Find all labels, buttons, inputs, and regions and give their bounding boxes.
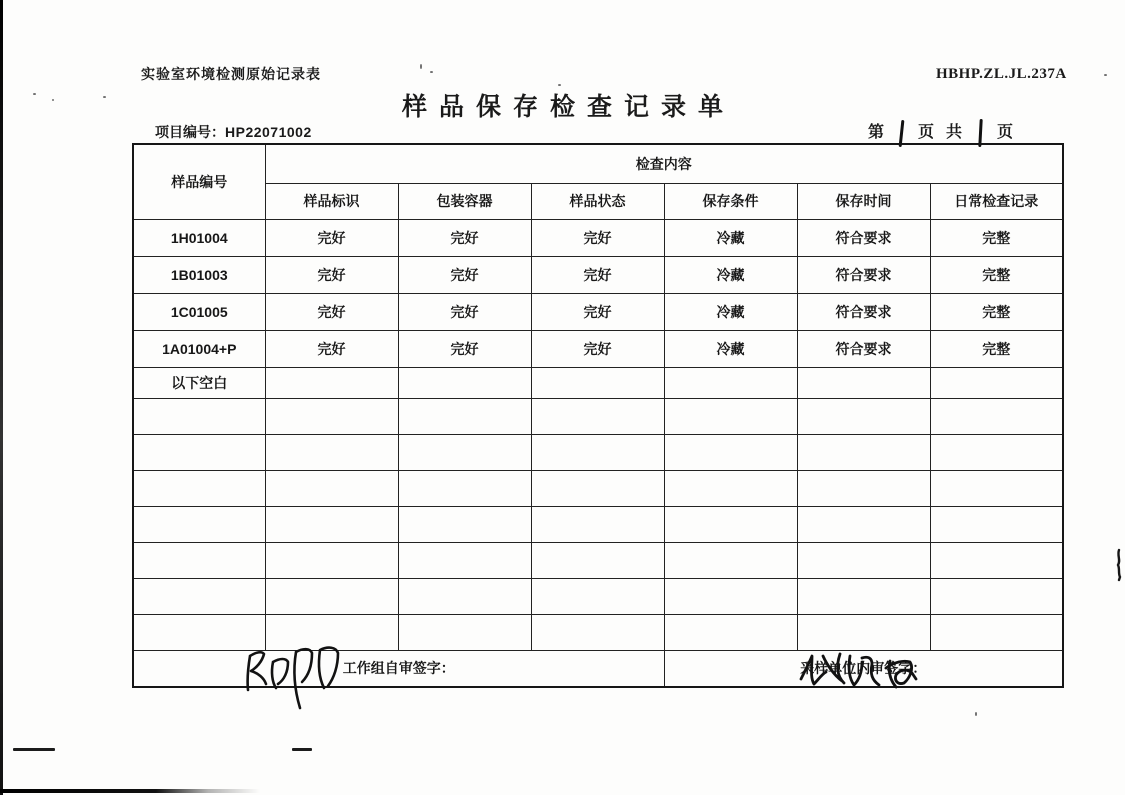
cell-empty bbox=[797, 398, 930, 434]
cell-empty bbox=[398, 398, 531, 434]
scan-artifact-dash bbox=[13, 748, 55, 751]
scan-speck bbox=[558, 84, 561, 86]
cell-empty bbox=[531, 542, 664, 578]
cell-blank-below-label: 以下空白 bbox=[133, 367, 265, 398]
table-row bbox=[133, 256, 1063, 293]
cell-sample-id: 1H01004 bbox=[133, 219, 265, 256]
cell-empty bbox=[930, 470, 1063, 506]
table-row bbox=[133, 293, 1063, 330]
cell-empty bbox=[398, 506, 531, 542]
cell-value: 完好 bbox=[265, 293, 398, 330]
cell-empty bbox=[797, 470, 930, 506]
col-header-storage-condition: 保存条件 bbox=[664, 183, 797, 219]
cell-empty bbox=[398, 542, 531, 578]
cell-empty bbox=[531, 506, 664, 542]
scan-speck bbox=[430, 71, 433, 73]
project-number-label: 项目编号： bbox=[155, 124, 225, 140]
cell-value: 完好 bbox=[531, 256, 664, 293]
cell-empty bbox=[265, 506, 398, 542]
cell-empty bbox=[930, 578, 1063, 614]
table-row-empty bbox=[133, 398, 1063, 434]
cell-empty bbox=[531, 398, 664, 434]
cell-empty bbox=[133, 470, 265, 506]
cell-empty bbox=[664, 434, 797, 470]
cell-empty bbox=[531, 434, 664, 470]
cell-empty bbox=[265, 398, 398, 434]
signature-row bbox=[133, 650, 1063, 687]
cell-value: 完好 bbox=[398, 219, 531, 256]
cell-empty bbox=[930, 434, 1063, 470]
project-number-value: HP22071002 bbox=[225, 124, 312, 140]
cell-value: 符合要求 bbox=[797, 330, 930, 367]
page-label-ye: 页 bbox=[918, 123, 935, 141]
cell-value: 完好 bbox=[398, 330, 531, 367]
table-header-row-1 bbox=[133, 144, 1063, 183]
cell-value: 冷藏 bbox=[664, 256, 797, 293]
cell-empty bbox=[398, 367, 531, 398]
cell-value: 完好 bbox=[531, 219, 664, 256]
cell-empty bbox=[664, 614, 797, 650]
cell-value: 完好 bbox=[531, 293, 664, 330]
page-label-gong: 共 bbox=[946, 123, 963, 141]
scan-artifact-bottom-bar bbox=[0, 789, 260, 793]
cell-empty bbox=[664, 367, 797, 398]
project-number-line bbox=[155, 122, 312, 142]
cell-empty bbox=[930, 398, 1063, 434]
cell-empty bbox=[133, 542, 265, 578]
workgroup-signature-cell bbox=[133, 650, 664, 687]
col-header-sample-id: 样品编号 bbox=[133, 144, 265, 219]
scan-speck bbox=[975, 712, 977, 716]
col-header-check-content: 检查内容 bbox=[265, 144, 1063, 183]
table-row-blank-below bbox=[133, 367, 1063, 398]
cell-empty bbox=[133, 398, 265, 434]
cell-empty bbox=[398, 434, 531, 470]
scan-speck bbox=[420, 64, 422, 69]
table-row bbox=[133, 330, 1063, 367]
cell-empty bbox=[797, 506, 930, 542]
sample-check-table bbox=[132, 143, 1064, 688]
cell-value: 完整 bbox=[930, 330, 1063, 367]
doc-type-label: 实验室环境检测原始记录表 bbox=[141, 66, 321, 82]
cell-empty bbox=[265, 542, 398, 578]
cell-empty bbox=[531, 367, 664, 398]
cell-value: 完好 bbox=[265, 256, 398, 293]
cell-value: 完好 bbox=[398, 293, 531, 330]
cell-empty bbox=[664, 542, 797, 578]
cell-sample-id: 1A01004+P bbox=[133, 330, 265, 367]
cell-sample-id: 1C01005 bbox=[133, 293, 265, 330]
cell-value: 冷藏 bbox=[664, 330, 797, 367]
scan-artifact-squiggle bbox=[1113, 548, 1125, 582]
cell-empty bbox=[133, 578, 265, 614]
table-row-empty bbox=[133, 470, 1063, 506]
col-header-sample-state: 样品状态 bbox=[531, 183, 664, 219]
cell-empty bbox=[133, 506, 265, 542]
scan-artifact-dash bbox=[292, 748, 312, 751]
col-header-daily-check: 日常检查记录 bbox=[930, 183, 1063, 219]
cell-empty bbox=[531, 614, 664, 650]
table-row-empty bbox=[133, 434, 1063, 470]
sampling-unit-signature-label: 采样单位内审签字： bbox=[800, 660, 927, 677]
cell-empty bbox=[930, 542, 1063, 578]
cell-empty bbox=[797, 578, 930, 614]
col-header-storage-time: 保存时间 bbox=[797, 183, 930, 219]
table-row-empty bbox=[133, 506, 1063, 542]
cell-empty bbox=[930, 367, 1063, 398]
cell-empty bbox=[265, 578, 398, 614]
cell-value: 冷藏 bbox=[664, 293, 797, 330]
cell-sample-id: 1B01003 bbox=[133, 256, 265, 293]
cell-empty bbox=[930, 614, 1063, 650]
cell-value: 完好 bbox=[265, 330, 398, 367]
table-row-empty bbox=[133, 542, 1063, 578]
doc-code: HBHP.ZL.JL.237A bbox=[936, 66, 1067, 82]
cell-value: 完整 bbox=[930, 293, 1063, 330]
cell-empty bbox=[797, 367, 930, 398]
cell-empty bbox=[930, 506, 1063, 542]
workgroup-signature-label: 工作组自审签字： bbox=[342, 660, 455, 677]
cell-empty bbox=[664, 470, 797, 506]
cell-value: 符合要求 bbox=[797, 219, 930, 256]
cell-value: 符合要求 bbox=[797, 256, 930, 293]
table-row-empty bbox=[133, 578, 1063, 614]
cell-empty bbox=[398, 470, 531, 506]
sampling-unit-signature-cell bbox=[664, 650, 1063, 687]
cell-empty bbox=[797, 542, 930, 578]
table-row-empty bbox=[133, 614, 1063, 650]
cell-empty bbox=[265, 470, 398, 506]
cell-empty bbox=[265, 434, 398, 470]
cell-value: 完好 bbox=[398, 256, 531, 293]
cell-empty bbox=[133, 434, 265, 470]
cell-empty bbox=[133, 614, 265, 650]
cell-empty bbox=[531, 470, 664, 506]
table-header-row-2 bbox=[133, 183, 1063, 219]
form-title: 样品保存检查记录单 bbox=[401, 93, 735, 121]
cell-value: 冷藏 bbox=[664, 219, 797, 256]
table-row bbox=[133, 219, 1063, 256]
cell-empty bbox=[797, 434, 930, 470]
cell-empty bbox=[664, 506, 797, 542]
cell-empty bbox=[398, 614, 531, 650]
page-label-ye: 页 bbox=[997, 123, 1014, 141]
cell-empty bbox=[797, 614, 930, 650]
col-header-sample-mark: 样品标识 bbox=[265, 183, 398, 219]
cell-empty bbox=[664, 578, 797, 614]
cell-value: 完整 bbox=[930, 256, 1063, 293]
page-label-di: 第 bbox=[868, 123, 885, 141]
cell-empty bbox=[265, 367, 398, 398]
col-header-container: 包装容器 bbox=[398, 183, 531, 219]
page-number-row bbox=[868, 118, 1013, 142]
cell-value: 完整 bbox=[930, 219, 1063, 256]
cell-empty bbox=[531, 578, 664, 614]
cell-empty bbox=[664, 398, 797, 434]
cell-value: 符合要求 bbox=[797, 293, 930, 330]
cell-empty bbox=[265, 614, 398, 650]
cell-value: 完好 bbox=[531, 330, 664, 367]
cell-empty bbox=[398, 578, 531, 614]
cell-value: 完好 bbox=[265, 219, 398, 256]
scan-speck bbox=[1104, 74, 1107, 76]
